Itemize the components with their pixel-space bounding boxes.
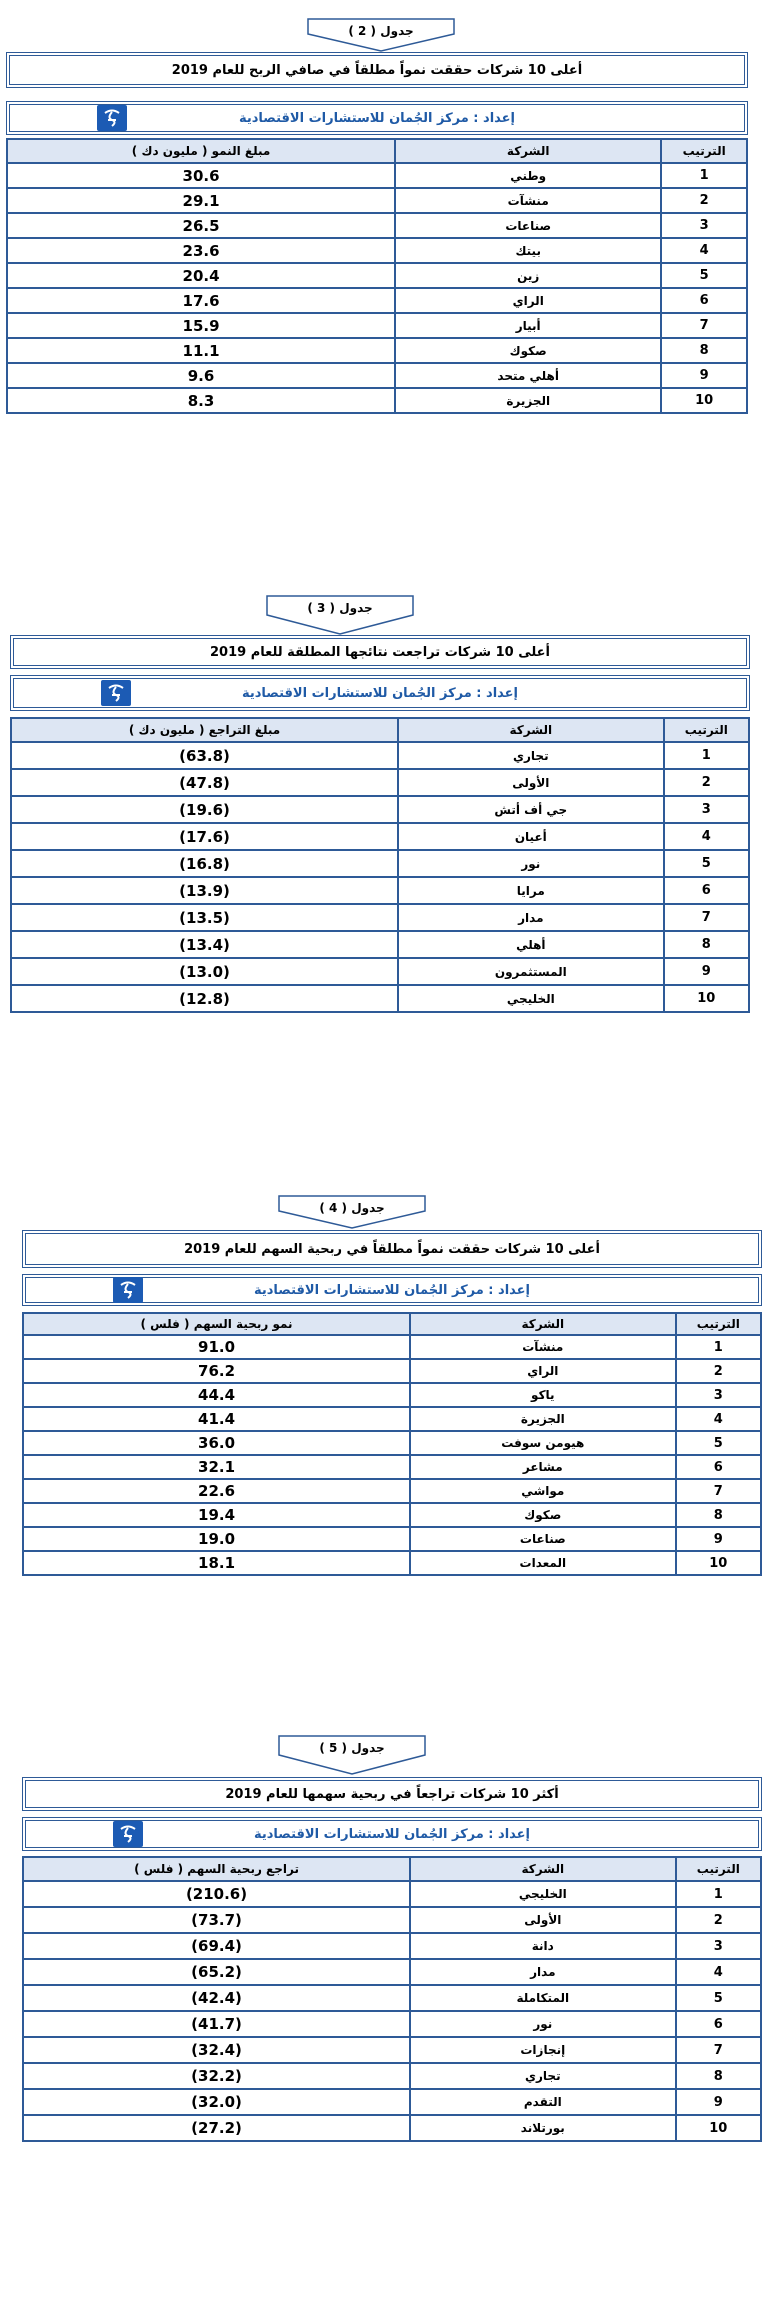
source-text: إعداد : مركز الجُمان للاستشارات الاقتصادية bbox=[241, 685, 519, 701]
value-cell: 76.2 bbox=[24, 1360, 409, 1382]
company-cell: نور bbox=[411, 2012, 675, 2036]
value-cell: (13.5) bbox=[12, 905, 397, 930]
value-cell: 36.0 bbox=[24, 1432, 409, 1454]
company-cell: تجاري bbox=[399, 743, 663, 768]
company-cell: المتكاملة bbox=[411, 1986, 675, 2010]
table-row bbox=[8, 164, 746, 187]
company-cell: الخليجي bbox=[411, 1882, 675, 1906]
table-row bbox=[12, 959, 748, 984]
table-row bbox=[12, 905, 748, 930]
aljuman-logo-icon bbox=[113, 1277, 143, 1303]
value-cell: 17.6 bbox=[8, 289, 394, 312]
rank-cell: 4 bbox=[677, 1960, 760, 1984]
table-row bbox=[8, 189, 746, 212]
table-section-2 bbox=[6, 18, 748, 580]
source-text: إعداد : مركز الجُمان للاستشارات الاقتصادية bbox=[238, 110, 516, 126]
company-cell: منشآت bbox=[411, 1336, 675, 1358]
company-cell: مدار bbox=[411, 1960, 675, 1984]
source-bar bbox=[22, 1274, 762, 1306]
company-cell: أبيار bbox=[396, 314, 660, 337]
company-cell: صناعات bbox=[396, 214, 660, 237]
company-cell: وطني bbox=[396, 164, 660, 187]
data-table bbox=[22, 1312, 762, 1576]
table-label: جدول ( 3 ) bbox=[307, 601, 373, 615]
value-cell: 20.4 bbox=[8, 264, 394, 287]
arrow-label-shape bbox=[306, 18, 456, 52]
table-row bbox=[12, 878, 748, 903]
rank-cell: 5 bbox=[662, 264, 746, 287]
value-cell: 30.6 bbox=[8, 164, 394, 187]
rank-cell: 2 bbox=[677, 1360, 760, 1382]
value-cell: 11.1 bbox=[8, 339, 394, 362]
header-row bbox=[24, 1314, 760, 1334]
value-cell: (13.0) bbox=[12, 959, 397, 984]
value-cell: (13.9) bbox=[12, 878, 397, 903]
company-cell: المستثمرون bbox=[399, 959, 663, 984]
table-row bbox=[24, 1882, 760, 1906]
arrow-label-shape bbox=[277, 1195, 427, 1229]
source-text: إعداد : مركز الجُمان للاستشارات الاقتصادية bbox=[253, 1282, 531, 1298]
header-value: مبلغ التراجع ( مليون دك ) bbox=[12, 719, 397, 741]
value-cell: (65.2) bbox=[24, 1960, 409, 1984]
value-cell: (63.8) bbox=[12, 743, 397, 768]
table-row bbox=[24, 1908, 760, 1932]
header-value: نمو ربحية السهم ( فلس ) bbox=[24, 1314, 409, 1334]
rank-cell: 2 bbox=[677, 1908, 760, 1932]
company-cell: صكوك bbox=[411, 1504, 675, 1526]
company-cell: الخليجي bbox=[399, 986, 663, 1011]
table-row bbox=[12, 851, 748, 876]
header-company: الشركة bbox=[399, 719, 663, 741]
company-cell: الأولى bbox=[399, 770, 663, 795]
table-row bbox=[8, 289, 746, 312]
header-rank: الترتيب bbox=[662, 140, 746, 162]
value-cell: 8.3 bbox=[8, 389, 394, 412]
rank-cell: 1 bbox=[665, 743, 748, 768]
rank-cell: 10 bbox=[677, 2116, 760, 2140]
value-cell: (32.2) bbox=[24, 2064, 409, 2088]
company-cell: أعيان bbox=[399, 824, 663, 849]
value-cell: (12.8) bbox=[12, 986, 397, 1011]
table-label: جدول ( 2 ) bbox=[348, 24, 414, 38]
value-cell: (13.4) bbox=[12, 932, 397, 957]
table-row bbox=[24, 1986, 760, 2010]
value-cell: 91.0 bbox=[24, 1336, 409, 1358]
header-company: الشركة bbox=[411, 1858, 675, 1880]
table-row bbox=[24, 1528, 760, 1550]
company-cell: المعدات bbox=[411, 1552, 675, 1574]
rank-cell: 3 bbox=[665, 797, 748, 822]
table-section-3 bbox=[10, 595, 750, 1185]
rank-cell: 7 bbox=[677, 2038, 760, 2062]
rank-cell: 4 bbox=[662, 239, 746, 262]
value-cell: 44.4 bbox=[24, 1384, 409, 1406]
company-cell: بورتلاند bbox=[411, 2116, 675, 2140]
table-row bbox=[24, 1408, 760, 1430]
table-row bbox=[24, 2064, 760, 2088]
company-cell: هيومن سوفت bbox=[411, 1432, 675, 1454]
company-cell: الجزيرة bbox=[411, 1408, 675, 1430]
company-cell: مشاعر bbox=[411, 1456, 675, 1478]
source-bar bbox=[6, 101, 748, 135]
company-cell: زين bbox=[396, 264, 660, 287]
table-row bbox=[24, 1456, 760, 1478]
table-row bbox=[12, 932, 748, 957]
table-row bbox=[8, 364, 746, 387]
arrow-label-shape bbox=[265, 595, 415, 635]
rank-cell: 9 bbox=[677, 1528, 760, 1550]
rank-cell: 10 bbox=[677, 1552, 760, 1574]
rank-cell: 3 bbox=[662, 214, 746, 237]
table-row bbox=[24, 2038, 760, 2062]
table-row bbox=[24, 1552, 760, 1574]
company-cell: الراي bbox=[411, 1360, 675, 1382]
table-row bbox=[8, 314, 746, 337]
table-row bbox=[24, 1360, 760, 1382]
rank-cell: 10 bbox=[662, 389, 746, 412]
company-cell: الراي bbox=[396, 289, 660, 312]
table-row bbox=[12, 797, 748, 822]
rank-cell: 7 bbox=[665, 905, 748, 930]
rank-cell: 8 bbox=[677, 1504, 760, 1526]
value-cell: 22.6 bbox=[24, 1480, 409, 1502]
rank-cell: 5 bbox=[677, 1986, 760, 2010]
rank-cell: 6 bbox=[665, 878, 748, 903]
table-row bbox=[24, 2090, 760, 2114]
table-row bbox=[8, 239, 746, 262]
value-cell: (17.6) bbox=[12, 824, 397, 849]
table-row bbox=[24, 1504, 760, 1526]
header-company: الشركة bbox=[396, 140, 660, 162]
rank-cell: 6 bbox=[677, 1456, 760, 1478]
header-row bbox=[8, 140, 746, 162]
rank-cell: 8 bbox=[665, 932, 748, 957]
table-label: جدول ( 5 ) bbox=[319, 1741, 385, 1755]
rank-cell: 8 bbox=[662, 339, 746, 362]
table-row bbox=[24, 2012, 760, 2036]
rank-cell: 8 bbox=[677, 2064, 760, 2088]
table-section-4 bbox=[22, 1195, 762, 1725]
company-cell: مرايا bbox=[399, 878, 663, 903]
table-title: أعلى 10 شركات تراجعت نتائجها المطلقة للعام 2019 bbox=[10, 635, 750, 669]
value-cell: (27.2) bbox=[24, 2116, 409, 2140]
data-table bbox=[22, 1856, 762, 2142]
header-rank: الترتيب bbox=[665, 719, 748, 741]
rank-cell: 10 bbox=[665, 986, 748, 1011]
rank-cell: 1 bbox=[677, 1882, 760, 1906]
value-cell: 19.0 bbox=[24, 1528, 409, 1550]
company-cell: الأولى bbox=[411, 1908, 675, 1932]
rank-cell: 1 bbox=[662, 164, 746, 187]
rank-cell: 3 bbox=[677, 1934, 760, 1958]
table-row bbox=[24, 2116, 760, 2140]
value-cell: 23.6 bbox=[8, 239, 394, 262]
company-cell: صناعات bbox=[411, 1528, 675, 1550]
table-row bbox=[8, 339, 746, 362]
company-cell: مدار bbox=[399, 905, 663, 930]
rank-cell: 5 bbox=[677, 1432, 760, 1454]
header-rank: الترتيب bbox=[677, 1314, 760, 1334]
value-cell: (41.7) bbox=[24, 2012, 409, 2036]
table-row bbox=[8, 264, 746, 287]
value-cell: (47.8) bbox=[12, 770, 397, 795]
table-row bbox=[24, 1934, 760, 1958]
table-title: أعلى 10 شركات حققت نمواً مطلقاً في ربحية السهم للعام 2019 bbox=[22, 1230, 762, 1268]
rank-cell: 9 bbox=[677, 2090, 760, 2114]
value-cell: (32.0) bbox=[24, 2090, 409, 2114]
table-title: أكثر 10 شركات تراجعاً في ربحية سهمها للعام 2019 bbox=[22, 1777, 762, 1811]
value-cell: (69.4) bbox=[24, 1934, 409, 1958]
table-row bbox=[12, 770, 748, 795]
table-row bbox=[24, 1384, 760, 1406]
company-cell: مواشي bbox=[411, 1480, 675, 1502]
aljuman-logo-icon bbox=[97, 105, 127, 131]
company-cell: منشآت bbox=[396, 189, 660, 212]
value-cell: (210.6) bbox=[24, 1882, 409, 1906]
value-cell: 19.4 bbox=[24, 1504, 409, 1526]
value-cell: (32.4) bbox=[24, 2038, 409, 2062]
company-cell: تجاري bbox=[411, 2064, 675, 2088]
rank-cell: 7 bbox=[662, 314, 746, 337]
rank-cell: 2 bbox=[665, 770, 748, 795]
table-title: أعلى 10 شركات حققت نمواً مطلقاً في صافي الربح للعام 2019 bbox=[6, 52, 748, 88]
value-cell: 29.1 bbox=[8, 189, 394, 212]
rank-cell: 3 bbox=[677, 1384, 760, 1406]
rank-cell: 9 bbox=[665, 959, 748, 984]
aljuman-logo-icon bbox=[101, 680, 131, 706]
rank-cell: 6 bbox=[677, 2012, 760, 2036]
header-value: مبلغ النمو ( مليون دك ) bbox=[8, 140, 394, 162]
company-cell: ياكو bbox=[411, 1384, 675, 1406]
rank-cell: 6 bbox=[662, 289, 746, 312]
header-value: تراجع ربحية السهم ( فلس ) bbox=[24, 1858, 409, 1880]
value-cell: 26.5 bbox=[8, 214, 394, 237]
rank-cell: 2 bbox=[662, 189, 746, 212]
value-cell: 41.4 bbox=[24, 1408, 409, 1430]
table-section-5 bbox=[22, 1735, 762, 2295]
company-cell: دانة bbox=[411, 1934, 675, 1958]
company-cell: جي أف أتش bbox=[399, 797, 663, 822]
aljuman-logo-icon bbox=[113, 1821, 143, 1847]
table-row bbox=[12, 824, 748, 849]
rank-cell: 4 bbox=[665, 824, 748, 849]
value-cell: 9.6 bbox=[8, 364, 394, 387]
value-cell: (42.4) bbox=[24, 1986, 409, 2010]
table-row bbox=[12, 743, 748, 768]
rank-cell: 1 bbox=[677, 1336, 760, 1358]
table-row bbox=[12, 986, 748, 1011]
company-cell: إنجازات bbox=[411, 2038, 675, 2062]
source-bar bbox=[10, 675, 750, 711]
table-row bbox=[8, 214, 746, 237]
company-cell: الجزيرة bbox=[396, 389, 660, 412]
source-text: إعداد : مركز الجُمان للاستشارات الاقتصادية bbox=[253, 1826, 531, 1842]
table-row bbox=[24, 1432, 760, 1454]
company-cell: التقدم bbox=[411, 2090, 675, 2114]
value-cell: 32.1 bbox=[24, 1456, 409, 1478]
header-row bbox=[24, 1858, 760, 1880]
rank-cell: 7 bbox=[677, 1480, 760, 1502]
company-cell: بيتك bbox=[396, 239, 660, 262]
header-row bbox=[12, 719, 748, 741]
arrow-label-shape bbox=[277, 1735, 427, 1775]
rank-cell: 4 bbox=[677, 1408, 760, 1430]
header-company: الشركة bbox=[411, 1314, 675, 1334]
rank-cell: 5 bbox=[665, 851, 748, 876]
source-bar bbox=[22, 1817, 762, 1851]
value-cell: (19.6) bbox=[12, 797, 397, 822]
table-row bbox=[8, 389, 746, 412]
table-row bbox=[24, 1480, 760, 1502]
table-row bbox=[24, 1336, 760, 1358]
rank-cell: 9 bbox=[662, 364, 746, 387]
company-cell: أهلي bbox=[399, 932, 663, 957]
header-rank: الترتيب bbox=[677, 1858, 760, 1880]
data-table bbox=[10, 717, 750, 1013]
table-row bbox=[24, 1960, 760, 1984]
value-cell: (73.7) bbox=[24, 1908, 409, 1932]
value-cell: (16.8) bbox=[12, 851, 397, 876]
value-cell: 18.1 bbox=[24, 1552, 409, 1574]
data-table bbox=[6, 138, 748, 414]
value-cell: 15.9 bbox=[8, 314, 394, 337]
company-cell: نور bbox=[399, 851, 663, 876]
table-label: جدول ( 4 ) bbox=[319, 1201, 385, 1215]
company-cell: أهلي متحد bbox=[396, 364, 660, 387]
company-cell: صكوك bbox=[396, 339, 660, 362]
